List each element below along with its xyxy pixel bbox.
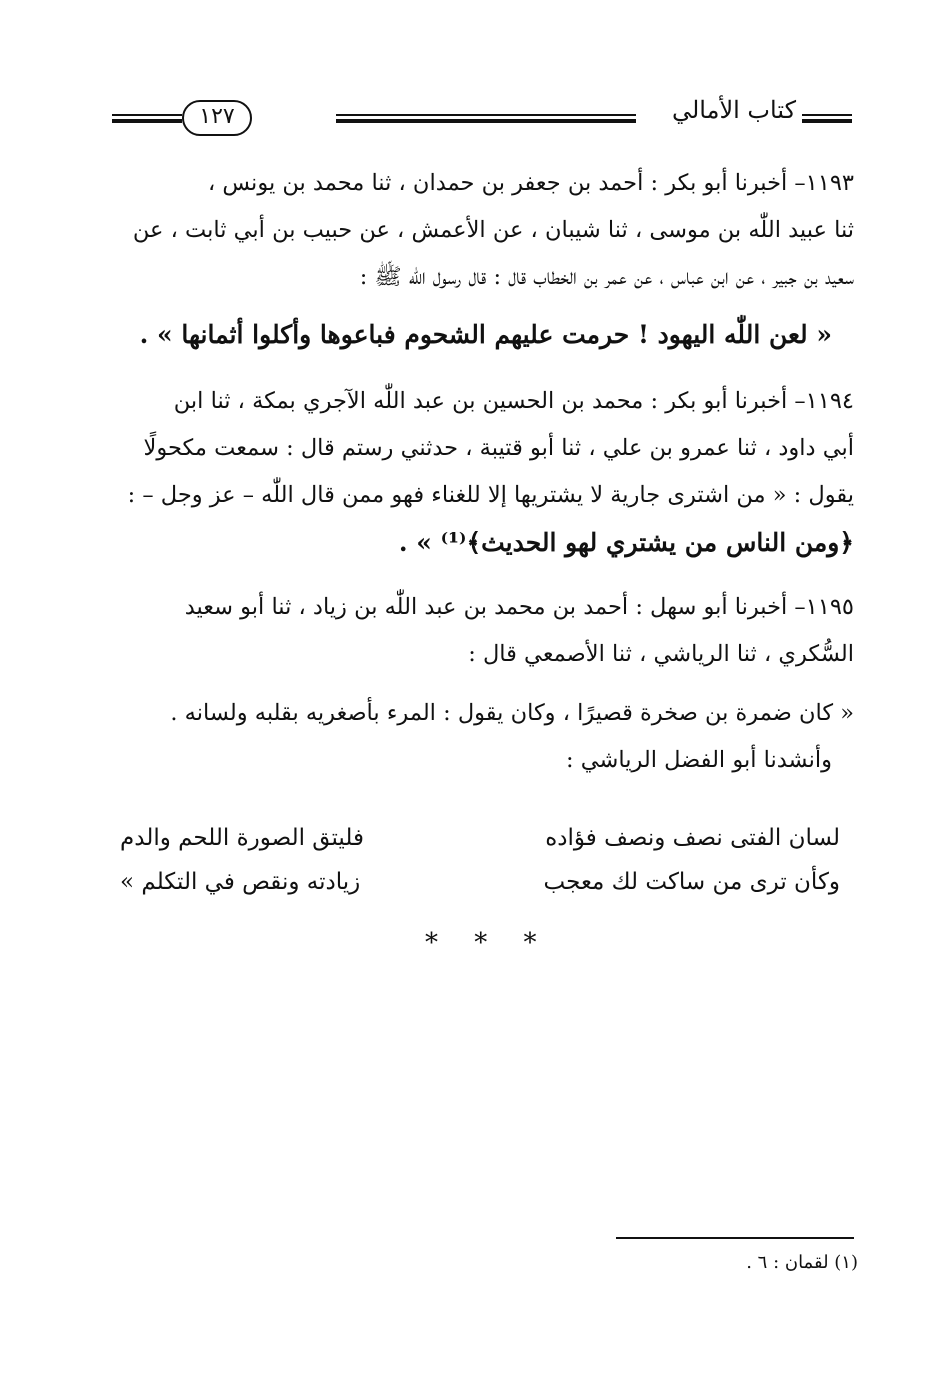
text-line: السُّكري ، ثنا الرياشي ، ثنا الأصمعي قال :: [468, 641, 854, 667]
text-line: أبي داود ، ثنا عمرو بن علي ، ثنا أبو قتيبة ، حدثني رستم قال : سمعت مكحولًا: [143, 435, 854, 461]
section-separator: * * *: [425, 928, 551, 958]
hadith-entry-1194: [108, 378, 854, 566]
poem-verse: [120, 816, 840, 860]
page-number: ١٢٧: [182, 100, 252, 136]
text-line: وأنشدنا أبو الفضل الرياشي :: [566, 747, 832, 773]
footnote-divider: [616, 1237, 854, 1239]
hemistich-second: فليتق الصورة اللحم والدم: [120, 825, 364, 851]
book-title: كتاب الأمالي: [671, 96, 796, 124]
text-line: ١١٩٤– أخبرنا أبو بكر : محمد بن الحسين بن عبد اللّٰه الآجري بمكة ، ثنا ابن: [173, 388, 854, 414]
hemistich-first: لسان الفتى نصف ونصف فؤاده: [545, 825, 840, 851]
hadith-quote: « لعن اللّٰه اليهود ! حرمت عليهم الشحوم فباعوها وأكلوا أثمانها » .: [139, 320, 832, 349]
poem-verse: [120, 860, 840, 904]
hemistich-first: وكأن ترى من ساكت لك معجب: [543, 869, 840, 895]
text-line: يقول : « من اشترى جارية لا يشتريها إلا للغناء فهو ممن قال اللّٰه – عز وجل – :: [127, 482, 854, 508]
hadith-entry-1193: [108, 160, 854, 358]
header-rule-right: [802, 114, 852, 123]
hadith-entry-1195: [108, 584, 854, 784]
text-line: « كان ضمرة بن صخرة قصيرًا ، وكان يقول : المرء بأصغريه بقلبه ولسانه .: [170, 700, 854, 726]
hemistich-second: زيادته ونقص في التكلم »: [120, 869, 361, 895]
text-line: ثنا عبيد اللّٰه بن موسى ، ثنا شيبان ، عن الأعمش ، عن حبيب بن أبي ثابت ، عن: [132, 217, 854, 243]
header-rule-left: [112, 114, 182, 123]
poem: [120, 816, 840, 904]
quran-verse: ﴿ومن الناس من يشتري لهو الحديث﴾⁽¹⁾ » .: [398, 528, 854, 557]
page-header: [112, 92, 852, 152]
text-line: ١١٩٣– أخبرنا أبو بكر : أحمد بن جعفر بن حمدان ، ثنا محمد بن يونس ،: [207, 170, 854, 196]
text-line: ١١٩٥– أخبرنا أبو سهل : أحمد بن محمد بن عبد اللّٰه بن زياد ، ثنا أبو سعيد: [184, 594, 854, 620]
header-rule-middle: [336, 114, 636, 123]
footnote: (١) لقمان : ٦ .: [746, 1252, 858, 1273]
text-line: سعيد بن جبير ، عن ابن عباس ، عن عمر بن الخطاب قال : قال رسول اللّٰه ﷺ :: [359, 264, 854, 290]
